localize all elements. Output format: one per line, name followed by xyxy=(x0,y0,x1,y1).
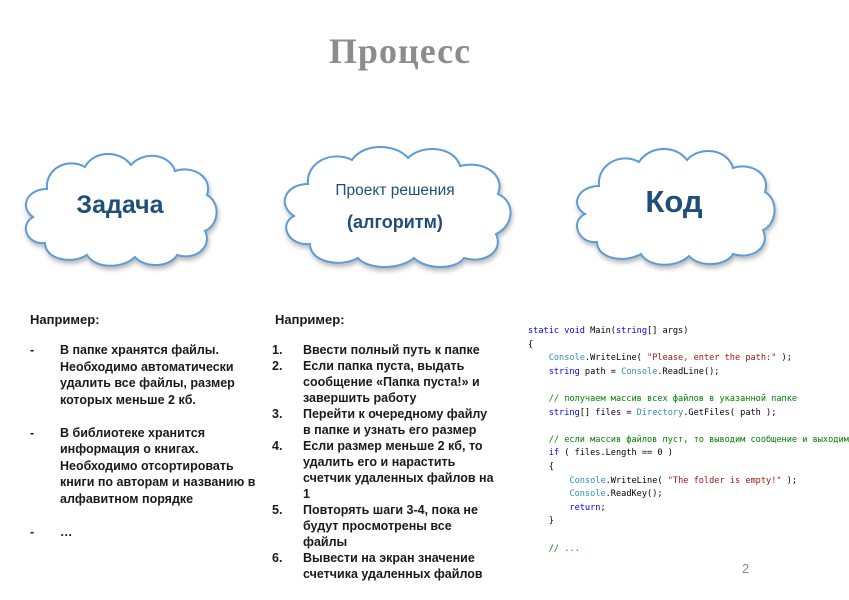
code-line: static void Main(string[] args) xyxy=(528,326,689,336)
code-line: { xyxy=(528,339,534,350)
list-item: - В библиотеке хранится информация о книгах. Необходимо отсортировать книги по авторам и названию в алфавитном порядке xyxy=(30,425,256,506)
cloud-design-label-2: (алгоритм) xyxy=(347,212,443,232)
code-line xyxy=(528,379,800,393)
code-line: { xyxy=(528,461,554,472)
code-line: // ... xyxy=(548,543,580,554)
list-item: 6. Вывести на экран значение счетчика удаленных файлов xyxy=(272,551,483,581)
task-heading: Например: xyxy=(30,312,100,327)
cloud-shape-icon xyxy=(270,138,520,273)
list-item: - В папке хранятся файлы. Необходимо автоматически удалить все файлы, размер которых меньше 2 кб. xyxy=(30,343,235,407)
code-line: return; xyxy=(569,502,606,513)
code-line: Console.WriteLine( "Please, enter the path:" ); xyxy=(548,353,792,364)
code-line: Console.ReadKey(); xyxy=(569,489,663,500)
steps-heading: Например: xyxy=(275,312,345,327)
code-line: Console.WriteLine( "The folder is empty!" ); xyxy=(569,475,798,486)
code-line: string[] files = Directory.GetFiles( path ); xyxy=(548,407,777,418)
list-item: 1. Ввести полный путь к папке xyxy=(272,343,480,357)
task-examples-list xyxy=(30,342,270,557)
code-line: // если массив файлов пуст, то выводим сообщение и выходим xyxy=(548,434,849,445)
code-line: } xyxy=(528,516,554,527)
list-item: 4. Если размер меньше 2 кб, то удалить его и нарастить счетчик удаленных файлов на 1 xyxy=(272,439,494,501)
list-item: 2. Если папка пуста, выдать сообщение «Папка пуста!» и завершить работу xyxy=(272,359,480,405)
code-line: if ( files.Length == 0 ) xyxy=(548,448,673,459)
cloud-code xyxy=(565,140,783,270)
list-item: - … xyxy=(30,524,73,539)
cloud-task-label: Задача xyxy=(76,191,164,219)
code-line: // получаем массив всех файлов в указанной папке xyxy=(548,393,798,404)
cloud-code-label: Код xyxy=(645,184,703,219)
code-line: string path = Console.ReadLine(); xyxy=(548,366,720,377)
cloud-design xyxy=(270,138,520,273)
code-line xyxy=(528,420,800,434)
code-line xyxy=(528,529,800,543)
page-number: 2 xyxy=(742,561,750,576)
cloud-design-label-1: Проект решения xyxy=(335,182,455,199)
algorithm-steps-list xyxy=(272,342,497,582)
list-item: 3. Перейти к очередному файлу в папке и узнать его размер xyxy=(272,407,488,437)
slide-title: Процесс xyxy=(328,31,472,71)
list-item: 5. Повторять шаги 3-4, пока не будут просмотрены все файлы xyxy=(272,503,478,549)
code-snippet xyxy=(528,325,849,555)
cloud-task xyxy=(15,145,225,270)
